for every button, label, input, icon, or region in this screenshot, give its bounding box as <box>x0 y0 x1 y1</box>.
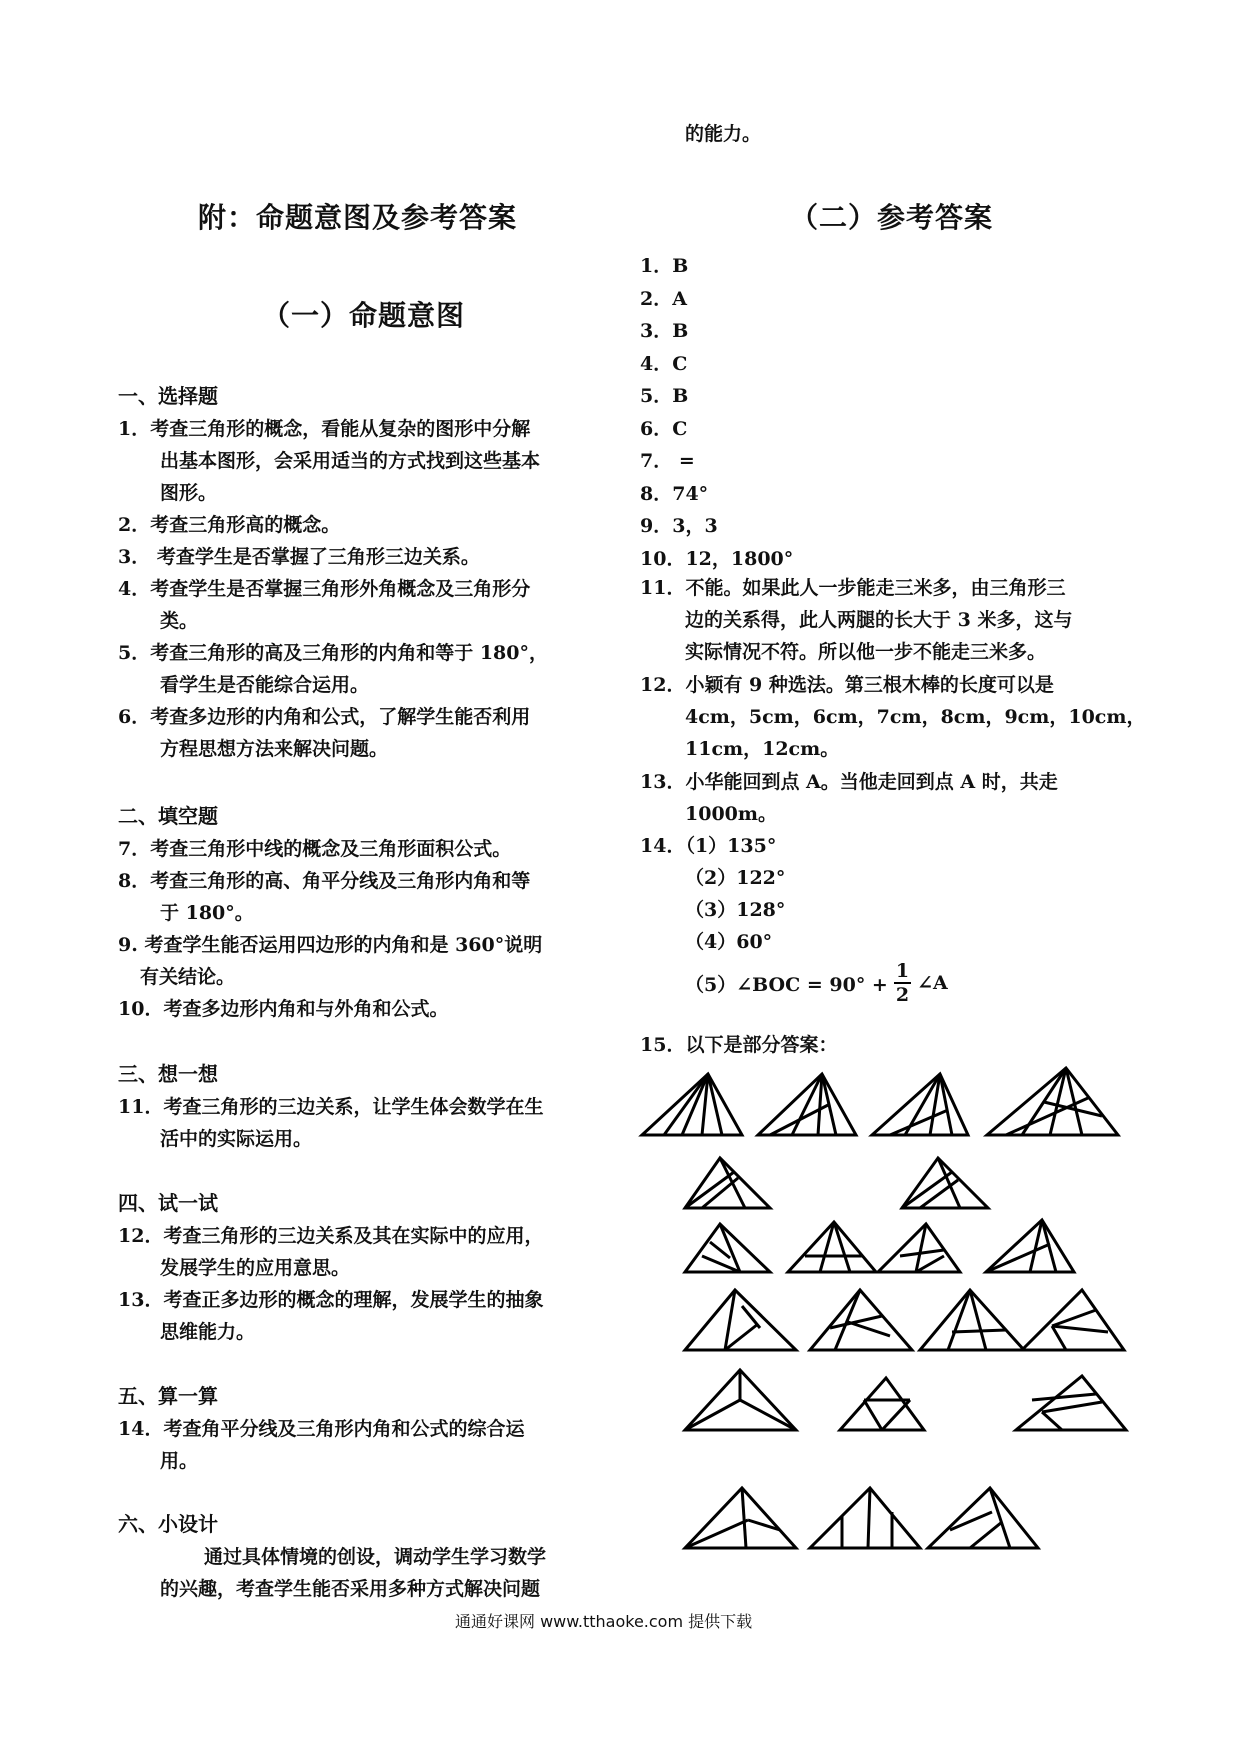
item-line: 的兴趣，考查学生能否采用多种方式解决问题 <box>160 1578 541 1600</box>
triangle-figure <box>928 1488 1038 1548</box>
answer-line: 11cm，12cm。 <box>685 738 840 760</box>
section-title: 三、想一想 <box>118 1062 218 1086</box>
fraction <box>894 960 911 1006</box>
answer-line: （3）128° <box>685 899 786 921</box>
answer-line: 11．不能。如果此人一步能走三米多，由三角形三 <box>640 577 1066 599</box>
answer-line: 2．A <box>640 287 687 310</box>
intent-section-6 <box>118 1508 618 1605</box>
item-line: 10．考查多边形内角和与外角和公式。 <box>118 998 449 1020</box>
triangle-figure <box>872 1074 968 1135</box>
footer-text: 通通好课网 www.tthaoke.com 提供下载 <box>455 1612 753 1631</box>
item-line: 2．考查三角形高的概念。 <box>118 514 341 536</box>
answer-line: 1．B <box>640 255 689 277</box>
item-line: 7．考查三角形中线的概念及三角形面积公式。 <box>118 838 512 860</box>
item-line: 14．考查角平分线及三角形内角和公式的综合运 <box>118 1418 525 1440</box>
section-title: 二、填空题 <box>118 804 218 828</box>
answer-line: 7． = <box>640 450 695 472</box>
answer-line: 1000m。 <box>685 803 777 825</box>
fraction-denominator: 2 <box>895 984 910 1006</box>
intent-subtitle: （一）命题意图 <box>262 299 466 332</box>
item-line: 类。 <box>160 610 199 632</box>
triangle-figure <box>878 1224 960 1272</box>
item-line: 出基本图形，会采用适当的方式找到这些基本 <box>160 450 541 472</box>
triangle-figure <box>840 1378 924 1430</box>
answer-line: 12．小颖有 9 种选法。第三根木棒的长度可以是 <box>640 674 1054 696</box>
answers-title: （二）参考答案 <box>790 201 994 234</box>
intent-section-5 <box>118 1380 618 1477</box>
item-line: 9. 考查学生能否运用四边形的内角和是 360°说明 <box>118 934 543 956</box>
item-line: 思维能力。 <box>160 1321 256 1343</box>
answer-line: 9．3，3 <box>640 515 718 537</box>
triangle-partitions-figure <box>630 1060 1130 1570</box>
item-line: 于 180°。 <box>160 902 254 924</box>
item-line: 方程思想方法来解决问题。 <box>160 738 389 760</box>
section-title: 一、选择题 <box>118 384 218 408</box>
item-line: 通过具体情境的创设，调动学生学习数学 <box>204 1546 547 1568</box>
section-title: 六、小设计 <box>118 1512 218 1536</box>
item-line: 11．考查三角形的三边关系，让学生体会数学在生 <box>118 1096 544 1118</box>
triangle-figure <box>685 1488 796 1548</box>
triangle-figure <box>986 1220 1074 1272</box>
answer-line: 13．小华能回到点 A。当他走回到点 A 时，共走 <box>640 771 1058 793</box>
triangle-figure <box>987 1068 1118 1135</box>
triangle-figure <box>685 1224 770 1272</box>
answer-15: 15．以下是部分答案： <box>640 1034 838 1056</box>
item-line: 发展学生的应用意思。 <box>160 1257 351 1279</box>
item-line: 6．考查多边形的内角和公式，了解学生能否利用 <box>118 706 531 728</box>
triangle-figure <box>788 1222 876 1272</box>
answer-12 <box>640 669 1145 765</box>
answer-11 <box>640 572 1072 668</box>
answer-line: 边的关系得，此人两腿的长大于 3 米多，这与 <box>685 609 1073 631</box>
formula-left: （5）∠BOC = 90° + <box>685 973 888 996</box>
intent-section-2 <box>118 800 618 1025</box>
item-line: 3． 考查学生是否掌握了三角形三边关系。 <box>118 546 480 568</box>
triangle-figure <box>758 1074 856 1135</box>
triangle-figure <box>685 1158 770 1208</box>
main-title: 附：命题意图及参考答案 <box>198 201 518 234</box>
triangle-figure <box>1016 1376 1126 1430</box>
answer-line: （4）60° <box>685 931 773 953</box>
answer-line: 3．B <box>640 320 689 342</box>
answer-line: 4．C <box>640 352 688 375</box>
triangle-figure <box>902 1158 988 1208</box>
item-line: 图形。 <box>160 482 218 504</box>
answer-14-5 <box>685 960 948 1006</box>
continued-text: 的能力。 <box>685 123 762 145</box>
answer-line: 14．（1）135° <box>640 835 777 857</box>
item-line: 活中的实际运用。 <box>160 1128 313 1150</box>
item-line: 1．考查三角形的概念，看能从复杂的图形中分解 <box>118 418 531 440</box>
item-line: 5．考查三角形的高及三角形的内角和等于 180°， <box>118 642 548 664</box>
item-line: 用。 <box>160 1450 199 1472</box>
item-line: 12．考查三角形的三边关系及其在实际中的应用， <box>118 1225 544 1247</box>
triangle-figure <box>1022 1290 1124 1350</box>
triangle-figure <box>685 1290 796 1350</box>
answer-line: 实际情况不符。所以他一步不能走三米多。 <box>685 641 1047 663</box>
item-line: 有关结论。 <box>140 966 236 988</box>
answer-14 <box>640 830 785 958</box>
short-answers <box>640 250 793 575</box>
intent-section-1 <box>118 380 618 765</box>
item-line: 4．考查学生是否掌握三角形外角概念及三角形分 <box>118 578 531 600</box>
intent-section-3 <box>118 1058 618 1155</box>
triangle-figure <box>642 1074 742 1135</box>
fraction-numerator: 1 <box>895 960 910 982</box>
section-title: 四、试一试 <box>118 1191 218 1215</box>
triangle-figure <box>810 1290 912 1350</box>
item-line: 13．考查正多边形的概念的理解，发展学生的抽象 <box>118 1289 544 1311</box>
answer-line: 6．C <box>640 417 688 440</box>
triangle-figure <box>810 1488 920 1548</box>
answer-line: 8．74° <box>640 482 709 505</box>
answer-13 <box>640 766 1058 830</box>
triangle-figure <box>685 1370 796 1430</box>
answer-line: （2）122° <box>685 867 786 889</box>
item-line: 看学生是否能综合运用。 <box>160 674 370 696</box>
item-line: 8．考查三角形的高、角平分线及三角形内角和等 <box>118 870 531 892</box>
answer-line: 4cm，5cm，6cm，7cm，8cm，9cm，10cm， <box>685 706 1146 728</box>
answer-line: 5．B <box>640 385 689 407</box>
section-title: 五、算一算 <box>118 1384 218 1408</box>
triangle-figure <box>920 1290 1024 1350</box>
formula-right: ∠A <box>917 972 948 994</box>
answer-line: 10．12，1800° <box>640 547 794 570</box>
intent-section-4 <box>118 1187 618 1348</box>
